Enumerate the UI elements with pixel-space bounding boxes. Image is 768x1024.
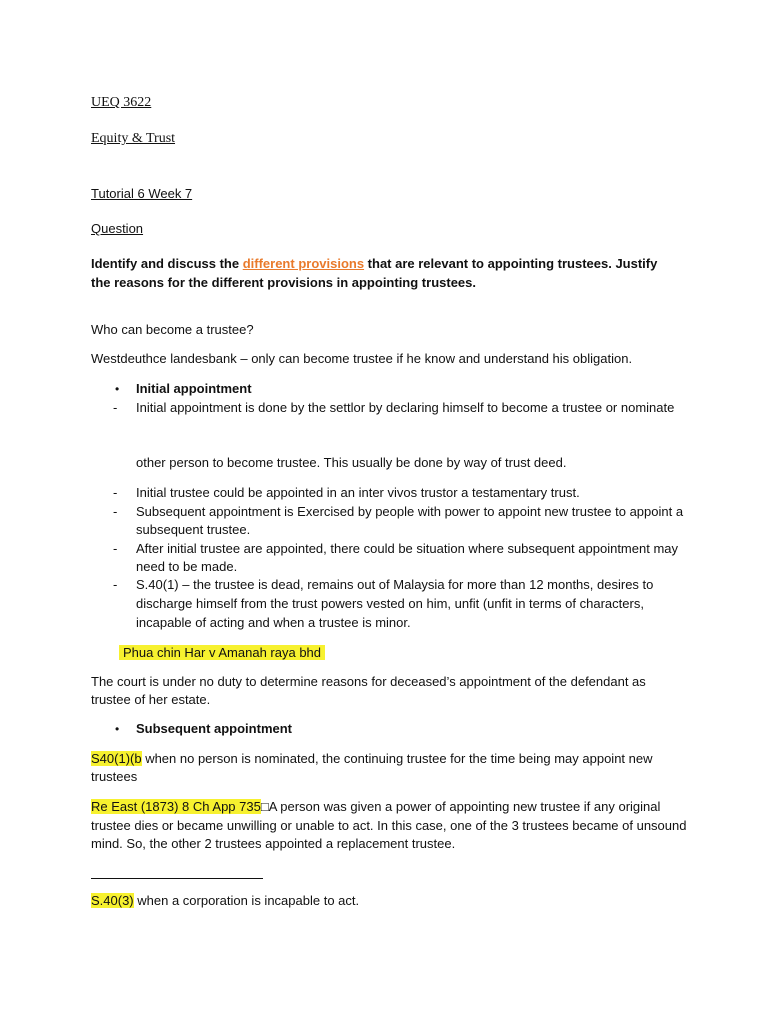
re-east-text: □A person was given a power of appointing new trustee if any original xyxy=(260,799,661,814)
s40-1b-line-2: trustees xyxy=(91,769,138,784)
question-line-2: the reasons for the different provisions in appointing trustees. xyxy=(91,275,476,290)
initial-item-1-line-1: Initial appointment is done by the settlor by declaring himself to become a trustee or nominate xyxy=(136,400,675,415)
re-east-line-1 xyxy=(91,798,660,816)
case-phua-chin-har xyxy=(119,644,325,662)
initial-item-1-line-2: other person to become trustee. This usually be done by way of trust deed. xyxy=(136,455,567,470)
re-east-ref: Re East (1873) 8 Ch App 735 xyxy=(91,799,261,814)
horizontal-rule xyxy=(91,878,263,879)
initial-item-3-line-2: subsequent trustee. xyxy=(136,522,251,537)
question-text-end: that are relevant to appointing trustees. Justify xyxy=(364,256,658,271)
dash-icon: - xyxy=(113,541,118,556)
initial-item-2: Initial trustee could be appointed in an inter vivos trustor a testamentary trust. xyxy=(136,485,580,500)
question-text-start: Identify and discuss the xyxy=(91,256,243,271)
bullet-icon: • xyxy=(115,722,120,736)
initial-item-5-line-1: S.40(1) – the trustee is dead, remains out of Malaysia for more than 12 months, desires to xyxy=(136,577,654,592)
who-can-become-trustee: Who can become a trustee? xyxy=(91,322,254,337)
case1-text-line-2: trustee of her estate. xyxy=(91,692,211,707)
dash-icon: - xyxy=(113,400,118,415)
s40-3-text: when a corporation is incapable to act. xyxy=(133,893,360,908)
question-line-1 xyxy=(91,255,657,273)
case-name-highlight: Phua chin Har v Amanah raya bhd xyxy=(119,645,325,660)
s40-3-ref: S.40(3) xyxy=(91,893,134,908)
question-heading: Question xyxy=(91,221,144,236)
initial-item-5-line-2: discharge himself from the trust powers vested on him, unfit (unfit in terms of characters, xyxy=(136,596,644,611)
course-name: Equity & Trust xyxy=(91,131,176,146)
dash-icon: - xyxy=(113,485,118,500)
re-east-line-2: trustee dies or became unwilling or unable to act. In this case, one of the 3 trustees became of unsound xyxy=(91,818,687,833)
s40-1b-line-1 xyxy=(91,750,653,768)
initial-item-3-line-1: Subsequent appointment is Exercised by people with power to appoint new trustee to appoint a xyxy=(136,504,684,519)
course-code: UEQ 3622 xyxy=(91,95,152,110)
initial-item-5-line-3: incapable of acting and when a trustee is minor. xyxy=(136,615,411,630)
bullet-icon: • xyxy=(115,382,120,396)
tutorial-heading: Tutorial 6 Week 7 xyxy=(91,186,193,201)
initial-item-4-line-1: After initial trustee are appointed, there could be situation where subsequent appointment may xyxy=(136,541,679,556)
dash-icon: - xyxy=(113,504,118,519)
s40-1b-ref: S40(1)(b xyxy=(91,751,142,766)
initial-appointment-heading: Initial appointment xyxy=(136,381,252,396)
dash-icon: - xyxy=(113,577,118,592)
westdeutsche-note: Westdeuthce landesbank – only can become trustee if he know and understand his obligation. xyxy=(91,351,633,366)
initial-item-4-line-2: need to be made. xyxy=(136,559,238,574)
subsequent-appointment-heading: Subsequent appointment xyxy=(136,721,292,736)
s40-1b-text: when no person is nominated, the continuing trustee for the time being may appoint new xyxy=(141,751,653,766)
s40-3-line xyxy=(91,892,359,910)
case1-text-line-1: The court is under no duty to determine reasons for deceased’s appointment of the defendant as xyxy=(91,674,646,689)
re-east-line-3: mind. So, the other 2 trustees appointed a replacement trustee. xyxy=(91,836,456,851)
different-provisions-link[interactable]: different provisions xyxy=(242,256,365,271)
